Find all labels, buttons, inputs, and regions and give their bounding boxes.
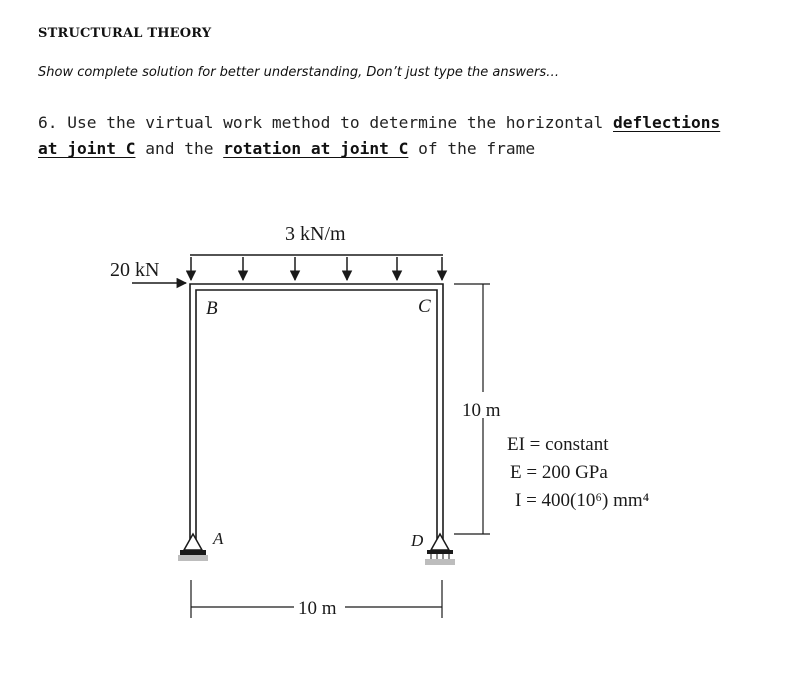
page-heading: STRUCTURAL THEORY	[38, 26, 212, 41]
ei-constant-label: EI = constant	[507, 434, 609, 455]
joint-c-label: C	[418, 296, 431, 317]
frame-figure	[98, 208, 738, 668]
elastic-modulus-label: E = 200 GPa	[510, 462, 608, 483]
problem-text-2: and the	[145, 139, 214, 158]
moment-of-inertia-label: I = 400(10⁶) mm⁴	[515, 490, 650, 511]
joint-a-label: A	[213, 529, 224, 548]
problem-statement	[38, 110, 768, 162]
joint-d-label: D	[411, 531, 424, 550]
emphasis-deflections: deflections	[613, 113, 721, 132]
distributed-load-arrows	[190, 255, 443, 280]
support-d-pin	[425, 534, 455, 565]
support-a-pin	[178, 534, 208, 561]
joint-b-label: B	[206, 298, 218, 319]
problem-text-3: of the frame	[418, 139, 536, 158]
height-dimension-label: 10 m	[462, 400, 501, 421]
emphasis-rotation-joint-c: rotation at joint C	[223, 139, 409, 158]
frame-members	[190, 284, 443, 540]
emphasis-joint-c: at joint C	[38, 139, 136, 158]
problem-number: 6.	[38, 113, 58, 132]
point-load-label: 20 kN	[110, 259, 160, 281]
frame-diagram	[98, 208, 738, 668]
distributed-load-label: 3 kN/m	[285, 223, 346, 245]
span-dimension-label: 10 m	[298, 598, 337, 619]
problem-text-1: Use the virtual work method to determine the horizontal	[67, 113, 604, 132]
instruction-text: Show complete solution for better understanding, Don’t just type the answers…	[38, 65, 560, 80]
